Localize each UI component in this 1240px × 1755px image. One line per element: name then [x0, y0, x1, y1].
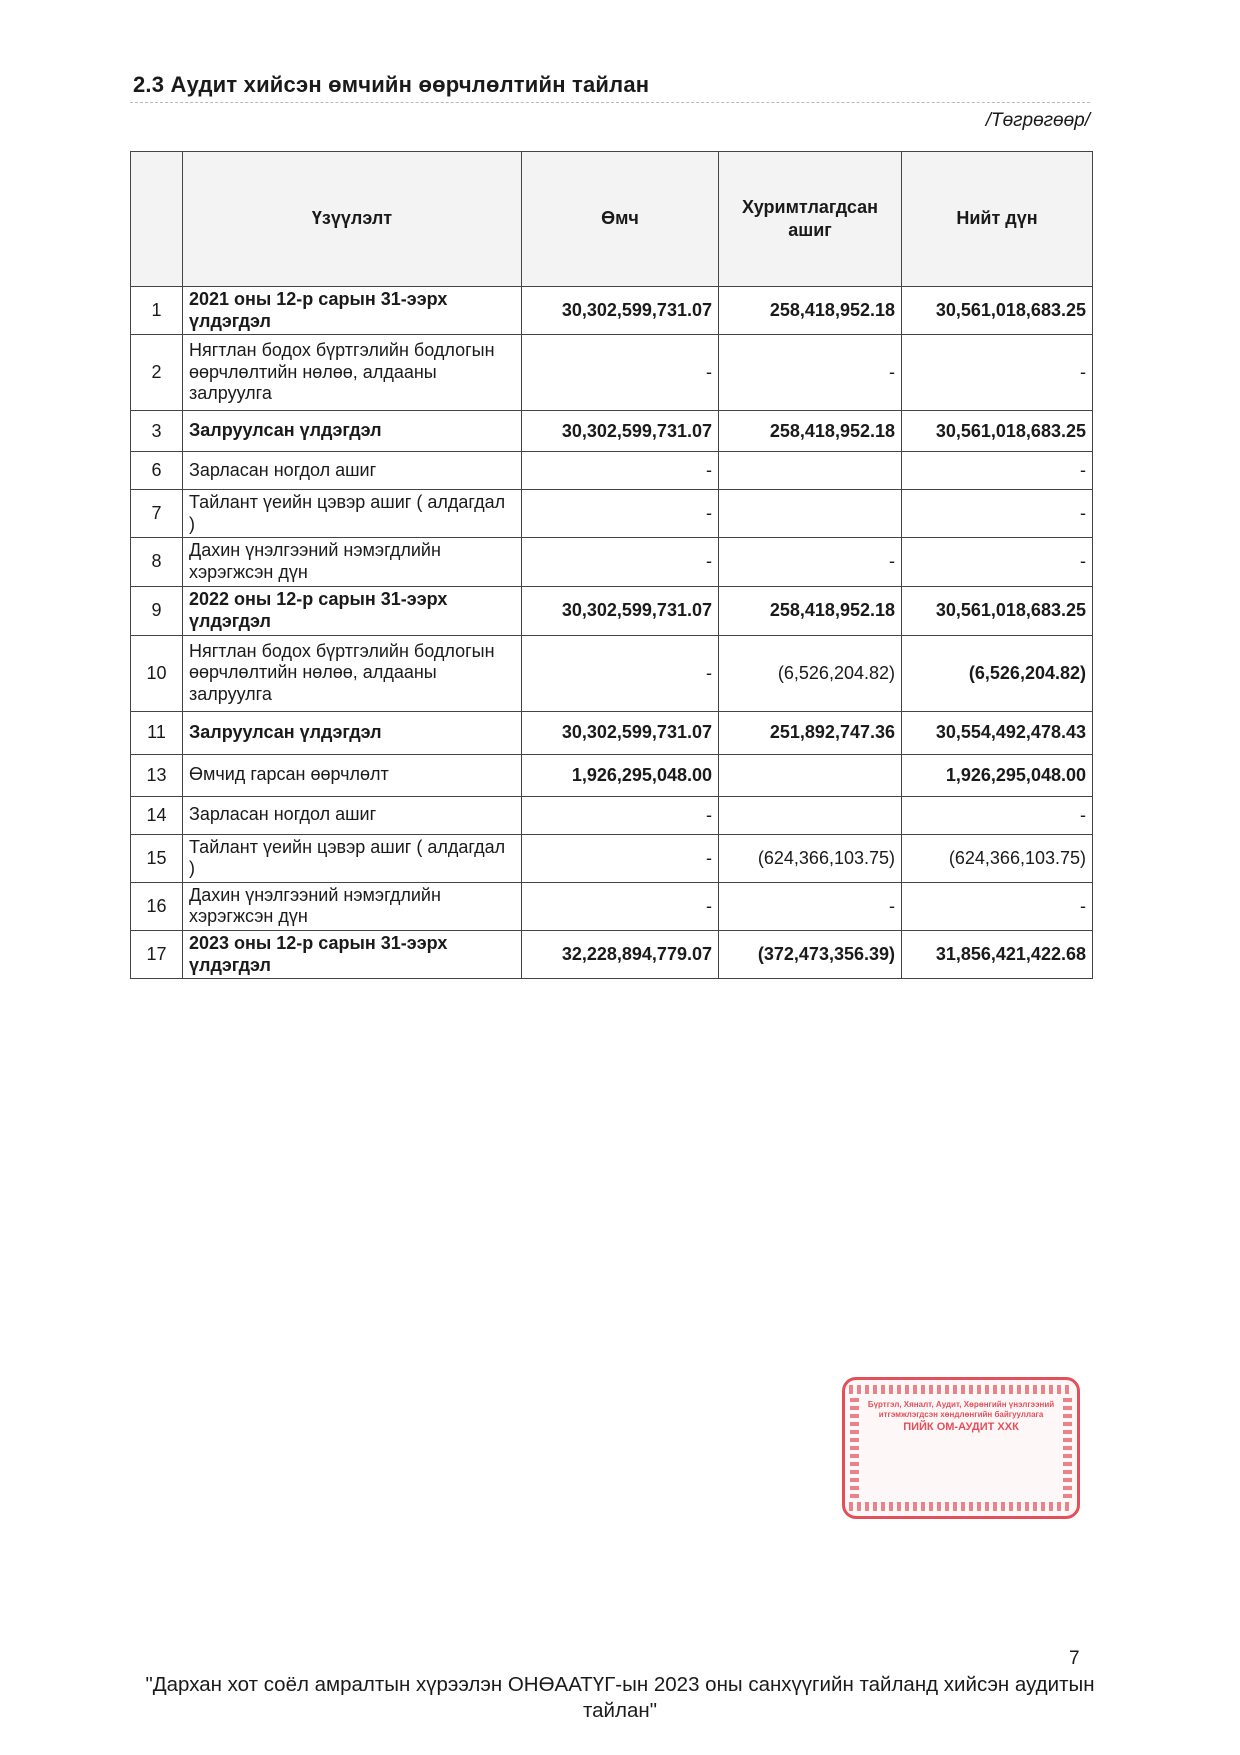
equity-value: 30,302,599,731.07	[522, 711, 719, 754]
total-value: -	[902, 490, 1093, 538]
row-number: 13	[131, 754, 183, 796]
page-number: 7	[1069, 1648, 1080, 1669]
retained-earnings-value: 258,418,952.18	[719, 287, 902, 335]
row-label: 2023 оны 12-р сарын 31-ээрх үлдэгдэл	[183, 930, 522, 978]
retained-earnings-value: -	[719, 538, 902, 586]
total-value: -	[902, 882, 1093, 930]
row-number: 14	[131, 796, 183, 834]
total-value: 31,856,421,422.68	[902, 930, 1093, 978]
equity-value: -	[522, 335, 719, 411]
table-row	[131, 335, 1093, 411]
row-number: 3	[131, 411, 183, 452]
row-number: 1	[131, 287, 183, 335]
row-label: Залруулсан үлдэгдэл	[183, 711, 522, 754]
stamp-text	[865, 1400, 1057, 1434]
total-value: 30,561,018,683.25	[902, 411, 1093, 452]
section-title: 2.3 Аудит хийсэн өмчийн өөрчлөлтийн тайлан	[133, 72, 650, 97]
total-value: 1,926,295,048.00	[902, 754, 1093, 796]
table-row	[131, 711, 1093, 754]
stamp-company-name: ПИЙК ОМ-АУДИТ ХХК	[903, 1421, 1019, 1434]
row-number: 2	[131, 335, 183, 411]
row-number: 6	[131, 452, 183, 490]
retained-earnings-value: (6,526,204.82)	[719, 635, 902, 711]
table-row	[131, 538, 1093, 586]
stamp-border-pattern	[1063, 1398, 1072, 1498]
row-label: Дахин үнэлгээний нэмэгдлийн хэрэгжсэн дүн	[183, 882, 522, 930]
row-number: 17	[131, 930, 183, 978]
row-label: 2021 оны 12-р сарын 31-ээрх үлдэгдэл	[183, 287, 522, 335]
table-row	[131, 490, 1093, 538]
header-total: Нийт дүн	[902, 152, 1093, 287]
table-row	[131, 882, 1093, 930]
table-row	[131, 930, 1093, 978]
total-value: (624,366,103.75)	[902, 834, 1093, 882]
table-row	[131, 287, 1093, 335]
row-label: Өмчид гарсан өөрчлөлт	[183, 754, 522, 796]
header-no	[131, 152, 183, 287]
equity-value: -	[522, 882, 719, 930]
equity-value: -	[522, 538, 719, 586]
header-equity: Өмч	[522, 152, 719, 287]
equity-value: 32,228,894,779.07	[522, 930, 719, 978]
equity-value: -	[522, 452, 719, 490]
equity-value: -	[522, 796, 719, 834]
total-value: -	[902, 335, 1093, 411]
retained-earnings-value: (624,366,103.75)	[719, 834, 902, 882]
retained-earnings-value: -	[719, 882, 902, 930]
equity-value: -	[522, 834, 719, 882]
header-indicator: Үзүүлэлт	[183, 152, 522, 287]
currency-unit-label: /Төгрөгөөр/	[985, 110, 1090, 131]
total-value: -	[902, 538, 1093, 586]
table-header-row	[131, 152, 1093, 287]
row-number: 8	[131, 538, 183, 586]
stamp-border-pattern	[849, 1502, 1073, 1511]
row-label: Дахин үнэлгээний нэмэгдлийн хэрэгжсэн дүн	[183, 538, 522, 586]
retained-earnings-value: (372,473,356.39)	[719, 930, 902, 978]
retained-earnings-value	[719, 796, 902, 834]
total-value: (6,526,204.82)	[902, 635, 1093, 711]
retained-earnings-value	[719, 754, 902, 796]
retained-earnings-value: -	[719, 335, 902, 411]
retained-earnings-value	[719, 490, 902, 538]
row-number: 16	[131, 882, 183, 930]
document-footer: "Дархан хот соёл амралтын хүрээлэн ОНӨААТҮГ-ын 2023 оны санхүүгийн тайланд хийсэн аудитын тайлан"	[145, 1673, 1095, 1722]
total-value: 30,561,018,683.25	[902, 586, 1093, 635]
equity-value: -	[522, 490, 719, 538]
row-label: Нягтлан бодох бүртгэлийн бодлогын өөрчлөлтийн нөлөө, алдааны залруулга	[183, 635, 522, 711]
total-value: 30,554,492,478.43	[902, 711, 1093, 754]
equity-value: -	[522, 635, 719, 711]
row-number: 15	[131, 834, 183, 882]
equity-value: 30,302,599,731.07	[522, 586, 719, 635]
equity-value: 30,302,599,731.07	[522, 287, 719, 335]
retained-earnings-value: 258,418,952.18	[719, 411, 902, 452]
row-number: 10	[131, 635, 183, 711]
row-label: Зарласан ногдол ашиг	[183, 452, 522, 490]
row-number: 11	[131, 711, 183, 754]
table-row	[131, 586, 1093, 635]
total-value: -	[902, 452, 1093, 490]
stamp-org-text: Бүртгэл, Хяналт, Аудит, Хөрөнгийн үнэлгээний итгэмжлэгдсэн хөндлөнгийн байгууллага	[867, 1400, 1055, 1419]
table-row	[131, 796, 1093, 834]
retained-earnings-value: 258,418,952.18	[719, 586, 902, 635]
total-value: -	[902, 796, 1093, 834]
auditor-stamp	[842, 1377, 1080, 1519]
row-number: 9	[131, 586, 183, 635]
table-row	[131, 754, 1093, 796]
header-retained-earnings: Хуримтлагдсан ашиг	[719, 152, 902, 287]
row-label: Зарласан ногдол ашиг	[183, 796, 522, 834]
table-row	[131, 635, 1093, 711]
row-label: Нягтлан бодох бүртгэлийн бодлогын өөрчлөлтийн нөлөө, алдааны залруулга	[183, 335, 522, 411]
row-label: 2022 оны 12-р сарын 31-ээрх үлдэгдэл	[183, 586, 522, 635]
table-row	[131, 411, 1093, 452]
equity-value: 30,302,599,731.07	[522, 411, 719, 452]
row-label: Залруулсан үлдэгдэл	[183, 411, 522, 452]
stamp-border-pattern	[850, 1398, 859, 1498]
total-value: 30,561,018,683.25	[902, 287, 1093, 335]
row-label: Тайлант үеийн цэвэр ашиг ( алдагдал )	[183, 834, 522, 882]
table-row	[131, 452, 1093, 490]
row-number: 7	[131, 490, 183, 538]
equity-value: 1,926,295,048.00	[522, 754, 719, 796]
equity-changes-table	[130, 151, 1093, 979]
retained-earnings-value: 251,892,747.36	[719, 711, 902, 754]
table-row	[131, 834, 1093, 882]
retained-earnings-value	[719, 452, 902, 490]
row-label: Тайлант үеийн цэвэр ашиг ( алдагдал )	[183, 490, 522, 538]
stamp-border-pattern	[849, 1385, 1073, 1394]
title-divider	[130, 102, 1090, 103]
